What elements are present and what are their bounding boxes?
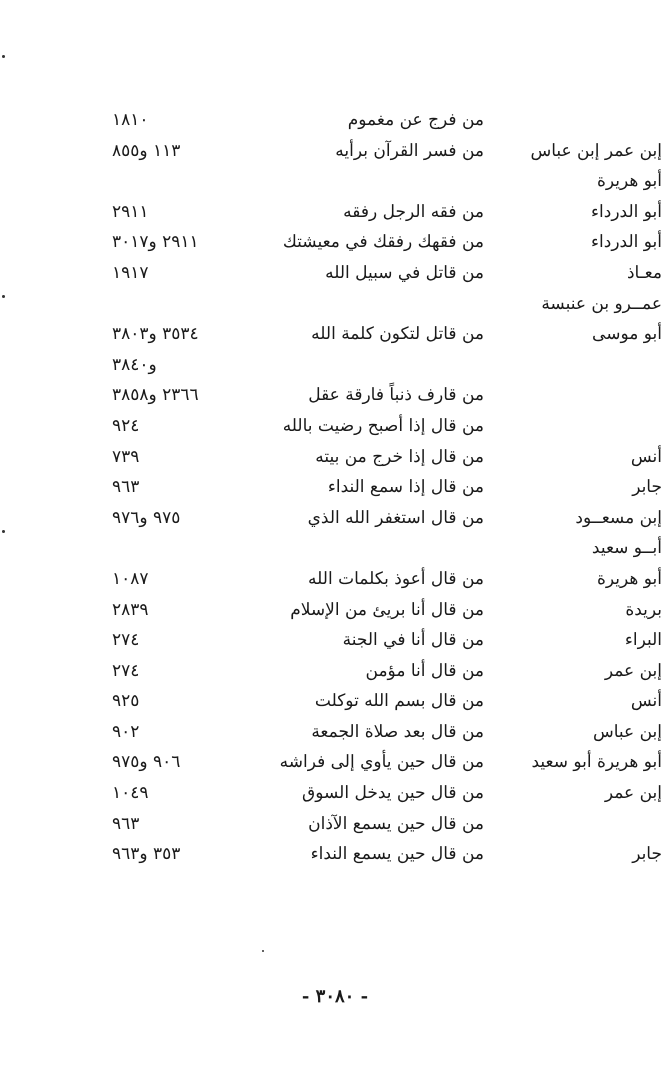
hadith-cell: من قال إذا سمع النداء bbox=[327, 477, 484, 498]
scan-speck bbox=[2, 55, 5, 58]
reference-numbers: ٢٣٦٦ و٣٨٥٨ bbox=[112, 385, 199, 406]
hadith-cell: من قال إذا خرج من بيته bbox=[315, 446, 484, 467]
index-row bbox=[0, 503, 670, 534]
reference-numbers: ٧٣٩ bbox=[112, 446, 140, 467]
hadith-cell: من قاتل في سبيل الله bbox=[325, 262, 484, 283]
index-row bbox=[0, 656, 670, 687]
reference-numbers: ٢٧٤ bbox=[112, 630, 140, 651]
narrator-cell: البراء bbox=[624, 630, 662, 651]
reference-numbers: ٣٥٣٤ و٣٨٠٣ bbox=[112, 324, 199, 345]
reference-numbers: ١٩١٧ bbox=[112, 262, 149, 283]
reference-numbers: ١١٣ و٨٥٥ bbox=[112, 140, 181, 161]
index-row bbox=[0, 717, 670, 748]
index-row bbox=[0, 411, 670, 442]
narrator-cell: إبن عمر bbox=[604, 783, 662, 804]
index-row bbox=[0, 105, 670, 136]
reference-numbers: ٢٩١١ و٣٠١٧ bbox=[112, 232, 199, 253]
index-row bbox=[0, 258, 670, 289]
reference-numbers: ٩٢٥ bbox=[112, 691, 140, 712]
index-row bbox=[0, 197, 670, 228]
hadith-cell: من فقهك رفقك في معيشتك bbox=[282, 232, 484, 253]
hadith-cell: من فسر القرآن برأيه bbox=[335, 140, 484, 161]
narrator-cell: جابر bbox=[632, 477, 662, 498]
narrator-cell: بريدة bbox=[625, 599, 662, 620]
index-row bbox=[0, 625, 670, 656]
narrator-cell: جابر bbox=[632, 844, 662, 865]
index-row bbox=[0, 319, 670, 350]
hadith-cell: من فرج عن مغموم bbox=[347, 110, 484, 130]
narrator-cell: إبن عمر bbox=[604, 660, 662, 681]
hadith-cell: من قال أنا مؤمن bbox=[365, 660, 484, 681]
hadith-cell: من قال حين يأوي إلى فراشه bbox=[279, 752, 484, 773]
narrator-cell: إبن عمر إبن عباس bbox=[530, 140, 662, 161]
index-row bbox=[0, 442, 670, 473]
hadith-cell: من قال بعد صلاة الجمعة bbox=[311, 721, 484, 742]
reference-numbers: ٢٩١١ bbox=[112, 201, 149, 222]
narrator-cell: معـاذ bbox=[626, 262, 662, 283]
reference-numbers: ١٠٨٧ bbox=[112, 568, 149, 589]
reference-numbers: ١٨١٠ bbox=[112, 110, 149, 130]
narrator-cell: أبو هريرة bbox=[596, 568, 662, 589]
hadith-cell: من قارف ذنباً فارقة عقل bbox=[308, 385, 484, 406]
hadith-cell: من قال حين يدخل السوق bbox=[302, 783, 484, 804]
hadith-cell: من قال استغفر الله الذي bbox=[307, 507, 484, 528]
index-row bbox=[0, 686, 670, 717]
narrator-cell: أنس bbox=[630, 691, 662, 712]
narrator-cell: أبو الدرداء bbox=[591, 232, 662, 253]
index-row bbox=[0, 472, 670, 503]
index-row bbox=[0, 533, 670, 564]
reference-numbers: ٩٦٣ bbox=[112, 477, 140, 498]
narrator-cell: أبو هريرة bbox=[596, 171, 662, 192]
reference-numbers: و٣٨٤٠ bbox=[112, 354, 157, 375]
reference-numbers: ٢٨٣٩ bbox=[112, 599, 149, 620]
hadith-cell: من قال إذا أصبح رضيت بالله bbox=[282, 415, 484, 436]
index-row bbox=[0, 350, 670, 381]
narrator-cell: إبن مسعــود bbox=[575, 507, 662, 528]
hadith-cell: من قال أنا بريئ من الإسلام bbox=[290, 599, 484, 620]
reference-numbers: ١٠٤٩ bbox=[112, 783, 149, 804]
hadith-cell: من قال حين يسمع النداء bbox=[310, 844, 484, 865]
narrator-cell: إبن عباس bbox=[592, 721, 662, 742]
index-row bbox=[0, 227, 670, 258]
reference-numbers: ٩٧٥ و٩٧٦ bbox=[112, 507, 181, 528]
index-row bbox=[0, 778, 670, 809]
reference-numbers: ٩٦٣ bbox=[112, 813, 140, 834]
hadith-cell: من قال أنا في الجنة bbox=[342, 630, 484, 651]
index-row bbox=[0, 564, 670, 595]
hadith-cell: من قال بسم الله توكلت bbox=[314, 691, 484, 712]
narrator-cell: أبــو سعيد bbox=[591, 538, 662, 559]
hadith-cell: من قال أعوذ بكلمات الله bbox=[308, 568, 484, 589]
narrator-cell: أبو هريرة أبو سعيد bbox=[531, 752, 662, 773]
narrator-cell: أبو موسى bbox=[592, 324, 662, 345]
index-row bbox=[0, 839, 670, 870]
index-row bbox=[0, 166, 670, 197]
hadith-cell: من قال حين يسمع الآذان bbox=[308, 813, 484, 834]
scan-speck bbox=[262, 950, 264, 952]
hadith-cell: من قاتل لتكون كلمة الله bbox=[311, 324, 484, 345]
reference-numbers: ٣٥٣ و٩٦٣ bbox=[112, 844, 181, 865]
page-number: - ٣٠٨٠ - bbox=[301, 986, 369, 1007]
reference-numbers: ٢٧٤ bbox=[112, 660, 140, 681]
narrator-cell: عمــرو بن عنبسة bbox=[541, 293, 662, 314]
narrator-cell: أبو الدرداء bbox=[591, 201, 662, 222]
reference-numbers: ٩٠٢ bbox=[112, 721, 140, 742]
index-row bbox=[0, 747, 670, 778]
index-table bbox=[0, 105, 670, 870]
index-row bbox=[0, 595, 670, 626]
hadith-cell: من فقه الرجل رفقه bbox=[343, 201, 484, 222]
narrator-cell: أنس bbox=[630, 446, 662, 467]
reference-numbers: ٩٠٦ و٩٧٥ bbox=[112, 752, 181, 773]
reference-numbers: ٩٢٤ bbox=[112, 415, 140, 436]
index-row bbox=[0, 289, 670, 320]
index-row bbox=[0, 136, 670, 167]
index-row bbox=[0, 809, 670, 840]
index-row bbox=[0, 380, 670, 411]
